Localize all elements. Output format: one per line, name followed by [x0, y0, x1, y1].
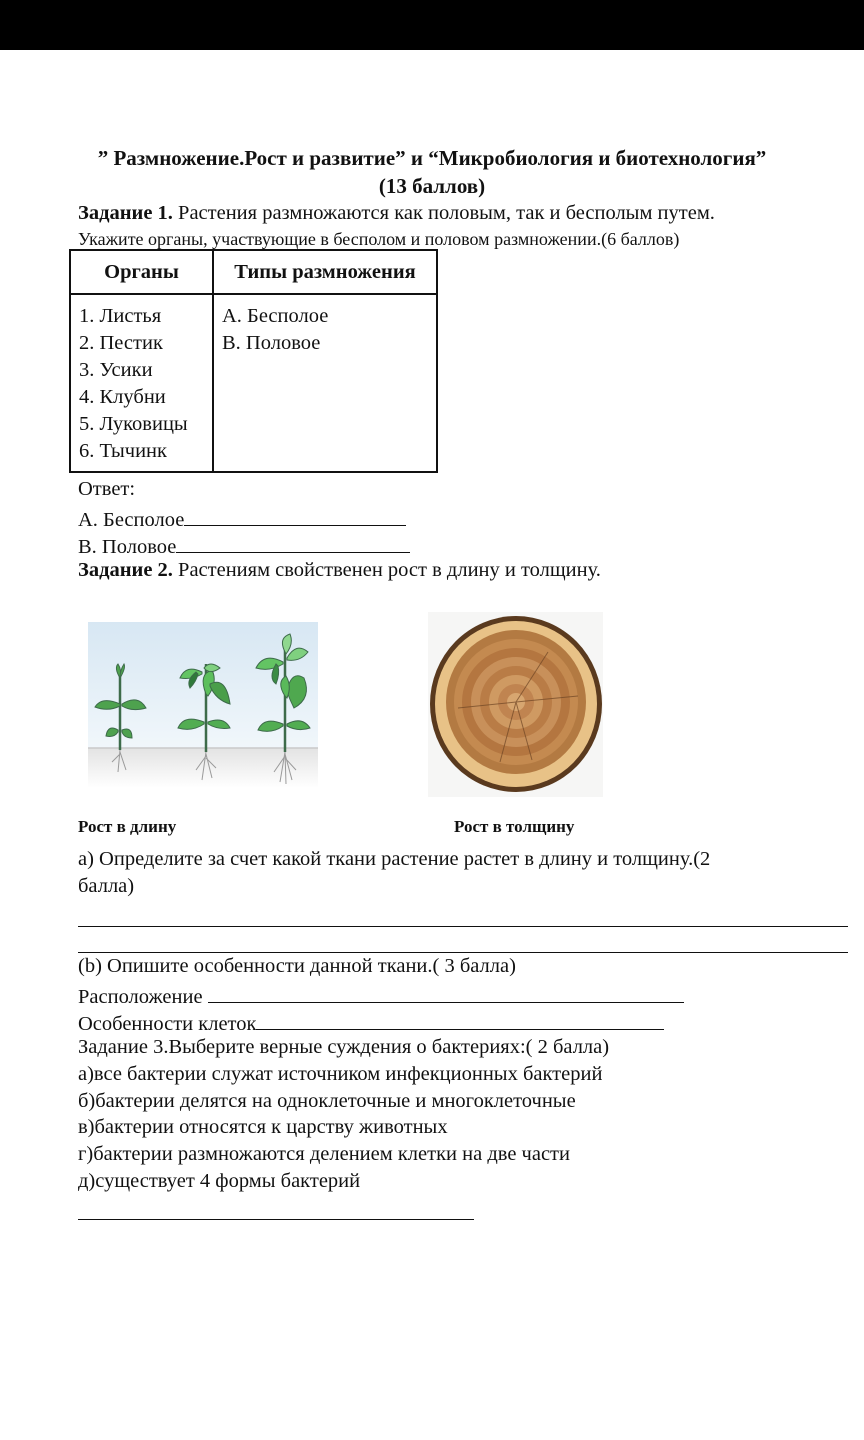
task1-heading [78, 202, 715, 225]
task2-text: Растениям свойственен рост в длину и толщину. [172, 559, 601, 581]
cells-label: Особенности клеток [78, 1013, 257, 1035]
location-row [78, 982, 684, 1009]
question-a-line1: а) Определите за счет какой ткани растение растет в длину и толщину.(2 [78, 848, 711, 870]
organ-item: 6. Тычинк [79, 440, 167, 462]
type-item: А. Бесполое [222, 305, 329, 327]
location-blank[interactable] [208, 982, 684, 1003]
organs-table [69, 249, 438, 473]
answer-b-label: В. Половое [78, 536, 177, 558]
type-item: В. Половое [222, 332, 321, 354]
table-header-organs: Органы [70, 250, 213, 294]
page-subtitle-points: (13 баллов) [378, 174, 486, 198]
task1-text: Растения размножаются как половым, так и бесполым путем. [172, 202, 715, 224]
answer-b-row [78, 532, 410, 559]
task3-option: б)бактерии делятся на одноклеточные и многоклеточные [78, 1090, 576, 1112]
tree-cross-section-illustration [428, 612, 603, 797]
caption-thickness-growth: Рост в толщину [454, 817, 575, 836]
answer-a-blank[interactable] [184, 505, 406, 526]
organ-item: 1. Листья [79, 305, 162, 327]
location-label: Расположение [78, 986, 208, 1008]
organs-list [70, 294, 213, 472]
answer-a-label: А. Бесполое [78, 509, 185, 531]
task2-label: Задание 2. [78, 559, 173, 581]
question-a-line2: балла) [78, 875, 135, 897]
task1-label: Задание 1. [78, 202, 173, 224]
cells-blank[interactable] [256, 1009, 664, 1030]
cells-row [78, 1009, 664, 1036]
answer-a-row [78, 505, 406, 532]
question-b: (b) Опишите особенности данной ткани.( 3 балла) [78, 955, 516, 977]
task3-heading: Задание 3.Выберите верные суждения о бактериях:( 2 балла) [78, 1036, 610, 1058]
page-title: ” Размножение.Рост и развитие” и “Микробиология и биотехнология” [97, 146, 767, 170]
task3-option: г)бактерии размножаются делением клетки на две части [78, 1143, 570, 1165]
answer-label: Ответ: [78, 478, 136, 500]
answer-b-blank[interactable] [176, 532, 410, 553]
task3-option: в)бактерии относятся к царству животных [78, 1116, 448, 1138]
task1-instruction: Укажите органы, участвующие в бесполом и половом размножении.(6 баллов) [78, 229, 680, 249]
organ-item: 3. Усики [79, 359, 153, 381]
plant-seedlings-illustration [80, 612, 325, 797]
task2-heading [78, 559, 601, 582]
answer-a-line-1[interactable] [78, 926, 848, 927]
organ-item: 5. Луковицы [79, 413, 188, 435]
task3-answer-line[interactable] [78, 1219, 474, 1220]
organ-item: 2. Пестик [79, 332, 163, 354]
caption-length-growth: Рост в длину [78, 817, 177, 836]
task3-option: а)все бактерии служат источником инфекционных бактерий [78, 1063, 603, 1085]
task3-option: д)существует 4 формы бактерий [78, 1170, 361, 1192]
organ-item: 4. Клубни [79, 386, 166, 408]
types-list [213, 294, 437, 472]
top-black-bar [0, 0, 864, 50]
answer-a-line-2[interactable] [78, 952, 848, 953]
table-header-types: Типы размножения [213, 250, 437, 294]
